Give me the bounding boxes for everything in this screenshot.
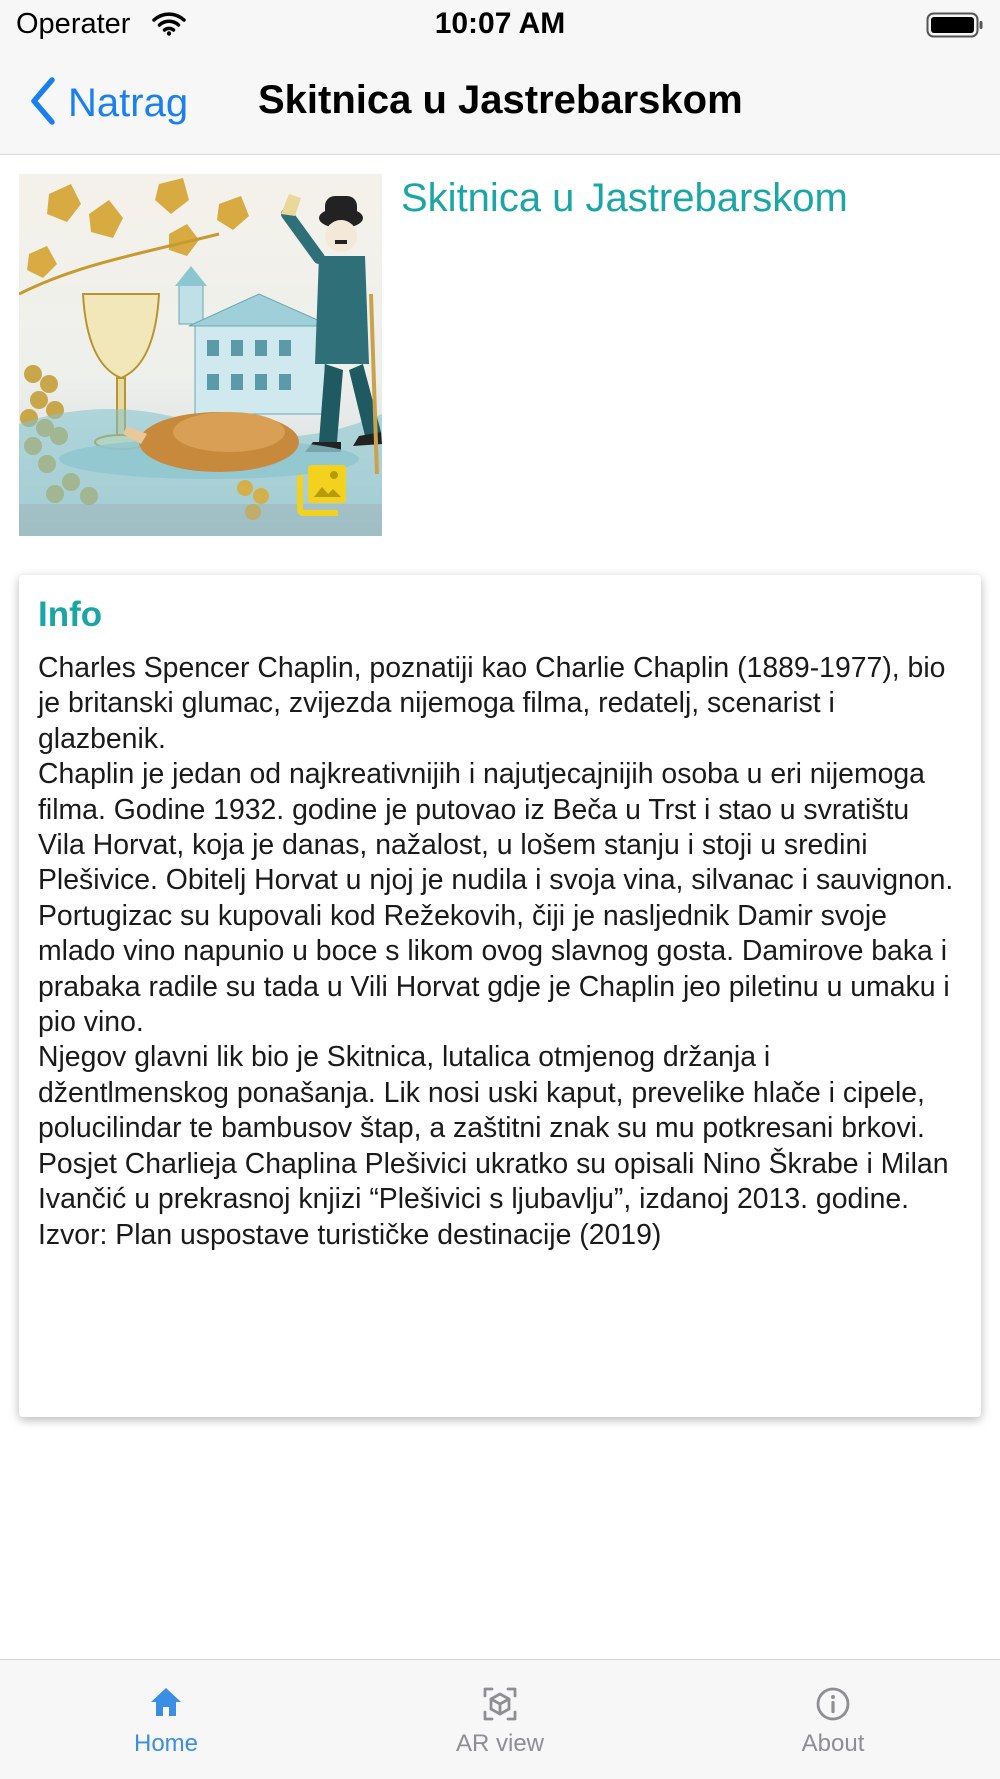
- home-icon: [46, 1686, 286, 1718]
- tab-about[interactable]: [713, 1660, 953, 1779]
- tab-bar: [0, 1659, 1000, 1779]
- info-heading: Info: [38, 595, 103, 634]
- gallery-icon[interactable]: [294, 463, 348, 522]
- back-label: Natrag: [68, 80, 189, 125]
- carrier-name: Operater: [16, 8, 131, 40]
- status-bar: [0, 0, 1000, 52]
- tab-label-ar-view: AR view: [455, 1730, 545, 1757]
- hero-image[interactable]: [19, 174, 382, 536]
- tab-ar-view[interactable]: [380, 1660, 620, 1779]
- info-paragraph: Njegov glavni lik bio je Skitnica, lutalica otmjenog držanja i džentlmenskog ponašanja. Lik nosi uski kaput, prevelike hlače i cipele, polucilindar te bambusov štap, a zaštitni znak su mu potkresani brkovi.: [38, 1041, 925, 1145]
- info-paragraph: Chaplin je jedan od najkreativnijih i najutjecajnijih osoba u eri nijemoga filma. Godine 1932. godine je putovao iz Beča u Trst i stao u svratištu Vila Horvat, koja je danas, nažalost, u lošem stanju i stoji u sredini Plešivice. Obitelj Horvat u njoj je nudila i svoja vina, silvanac i sauvignon. Portugizac su kupovali kod Režekovih, čiji je nasljednik Damir svoje mlado vino napunio u boce s likom ovog slavnog gosta. Damirove baka i prabaka radile su tada u Vili Horvat gdje je Chaplin jeo piletinu u umaku i pio vino.: [38, 758, 954, 1039]
- item-title: Skitnica u Jastrebarskom: [401, 176, 848, 220]
- info-paragraph: Charles Spencer Chaplin, poznatiji kao Charlie Chaplin (1889-1977), bio je britanski glumac, zvijezda nijemoga filma, redatelj, scenarist i glazbenik.: [38, 652, 946, 755]
- info-paragraph: Posjet Charlieja Chaplina Plešivici ukratko su opisali Nino Škrabe i Milan Ivančić u prekrasnoj knjizi “Plešivici s ljubavlju”, izdanoj 2013. godine.: [38, 1147, 949, 1216]
- ar-view-icon: [380, 1686, 620, 1722]
- status-time: 10:07 AM: [434, 7, 566, 40]
- navigation-bar: [0, 52, 1000, 155]
- info-icon: [713, 1686, 953, 1722]
- back-button[interactable]: [28, 74, 188, 132]
- nav-title: Skitnica u Jastrebarskom: [258, 78, 743, 122]
- chevron-left-icon: [28, 76, 58, 131]
- tab-label-home: Home: [133, 1730, 199, 1757]
- info-source: Izvor: Plan uspostave turističke destinacije (2019): [38, 1218, 662, 1251]
- tab-label-about: About: [801, 1730, 865, 1757]
- battery-icon: [926, 12, 984, 43]
- info-card: [19, 575, 981, 1417]
- tab-home[interactable]: [46, 1660, 286, 1779]
